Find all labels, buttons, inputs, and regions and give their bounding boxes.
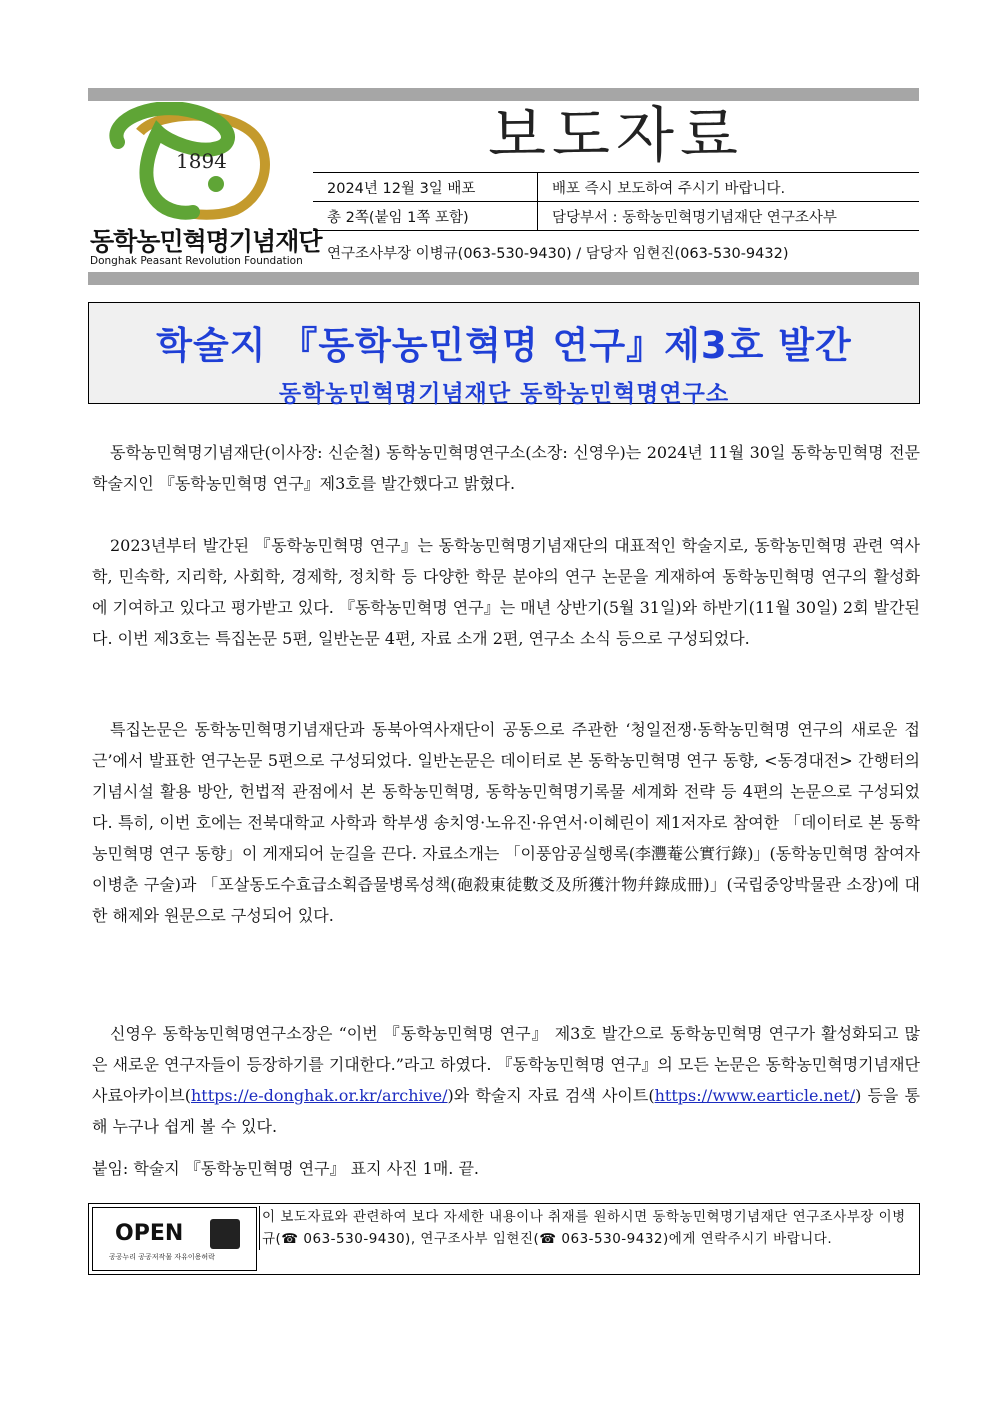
attachment-note: 붙임: 학술지 『동학농민혁명 연구』 표지 사진 1매. 끝.	[92, 1159, 480, 1178]
logo-emblem-icon	[88, 102, 313, 224]
paragraph-1: 동학농민혁명기념재단(이사장: 신순철) 동학농민혁명연구소(소장: 신영우)는 2024년 11월 30일 동학농민혁명 전문학술지인 『동학농민혁명 연구』제3호를 발간했다고 밝혔다.	[92, 443, 920, 493]
earticle-link[interactable]: https://www.earticle.net/	[654, 1086, 856, 1105]
open-license-caption: 공공누리 공공저작물 자유이용허락	[109, 1253, 215, 1261]
release-info-table	[313, 172, 919, 273]
headline-box	[88, 302, 920, 407]
foundation-logo	[88, 102, 322, 270]
open-license-logo	[105, 1216, 245, 1260]
headline-title: 학술지 『동학농민혁명 연구』제3호 발간	[156, 324, 852, 367]
footer-contact-text: 이 보도자료와 관련하여 보다 자세한 내용이나 취재를 원하시면 동학농민혁명기념재단 연구조사부장 이병규(☎ 063-530-9430), 연구조사부 임현진(☎ 063-530-9432)에게 연락주시기 바랍니다.	[259, 1206, 918, 1250]
logo-name: 동학농민혁명기념재단	[90, 227, 322, 256]
open-label: OPEN	[115, 1221, 184, 1246]
archive-link[interactable]: https://e-donghak.or.kr/archive/	[190, 1086, 448, 1105]
release-note: 배포 즉시 보도하여 주시기 바랍니다.	[538, 173, 920, 202]
paragraph-4	[92, 1018, 920, 1142]
paragraph-4-text-a: 신영우 동학농민혁명연구소장은 “이번 『동학농민혁명 연구』 제3호 발간으로 동학농민혁명 연구가 활성화되고 많은 새로운 연구자들이 등장하기를 기대한다.”라고 하였다. 『동학농민혁명 연구』의 모든 논문은 동학농민혁명기념재단 사료아카이브(	[92, 1024, 920, 1105]
contact-footer	[88, 1203, 920, 1275]
department: 담당부서 : 동학농민혁명기념재단 연구조사부	[538, 202, 920, 231]
logo-name-en: Donghak Peasant Revolution Foundation	[90, 255, 303, 267]
paragraph-4-text-b: )와 학술지 자료 검색 사이트(	[447, 1086, 655, 1105]
paragraph-4-text-c: ) 등을 통해 누구나 쉽게 볼 수 있다.	[92, 1086, 920, 1136]
contact-persons: 연구조사부장 이병규(063-530-9430) / 담당자 임현진(063-530-9432)	[327, 245, 789, 262]
paragraph-2: 2023년부터 발간된 『동학농민혁명 연구』는 동학농민혁명기념재단의 대표적인 학술지로, 동학농민혁명 관련 역사학, 민속학, 지리학, 사회학, 경제학, 정치학 등 다양한 학문 분야의 연구 논문을 게재하여 동학농민혁명 연구의 활성화에 기여하고 있다고 평가받고 있다. 『동학농민혁명 연구』는 매년 상반기(5월 31일)와 하반기(11월 30일) 2회 발간된다. 이번 제3호는 특집논문 5편, 일반논문 4편, 자료 소개 2편, 연구소 소식 등으로 구성되었다.	[92, 536, 920, 648]
person-icon	[210, 1219, 240, 1249]
header-bottom-bar	[88, 272, 919, 285]
release-date: 2024년 12월 3일 배포	[313, 173, 538, 202]
page-count: 총 2쪽(붙임 1쪽 포함)	[313, 202, 538, 231]
logo-year: 1894	[176, 149, 227, 173]
headline-subtitle: 동학농민혁명기념재단 동학농민혁명연구소	[278, 381, 730, 407]
open-license-box	[92, 1207, 257, 1271]
page-title: 보도자료	[488, 101, 744, 171]
paragraph-3: 특집논문은 동학농민혁명기념재단과 동북아역사재단이 공동으로 주관한 ‘청일전쟁·동학농민혁명 연구의 새로운 접근’에서 발표한 연구논문 5편으로 구성되었다. 일반논문은 데이터로 본 동학농민혁명 연구 동향, <동경대전> 간행터의 기념시설 활용 방안, 헌법적 관점에서 본 동학농민혁명, 동학농민혁명기록물 세계화 전략 등 4편의 논문으로 구성되었다. 특히, 이번 호에는 전북대학교 사학과 학부생 송치영·노유진·유연서·이혜린이 제1저자로 참여한 「데이터로 본 동학농민혁명 연구 동향」이 게재되어 눈길을 끈다. 자료소개는 「이풍암공실행록(李灃菴公實行錄)」(동학농민혁명 참여자 이병춘 구술)과 「포살동도수효급소획즙물병록성책(砲殺東徒數爻及所獲汁物幷錄成冊)」(국립중앙박물관 소장)에 대한 해제와 원문으로 구성되어 있다.	[92, 720, 920, 925]
